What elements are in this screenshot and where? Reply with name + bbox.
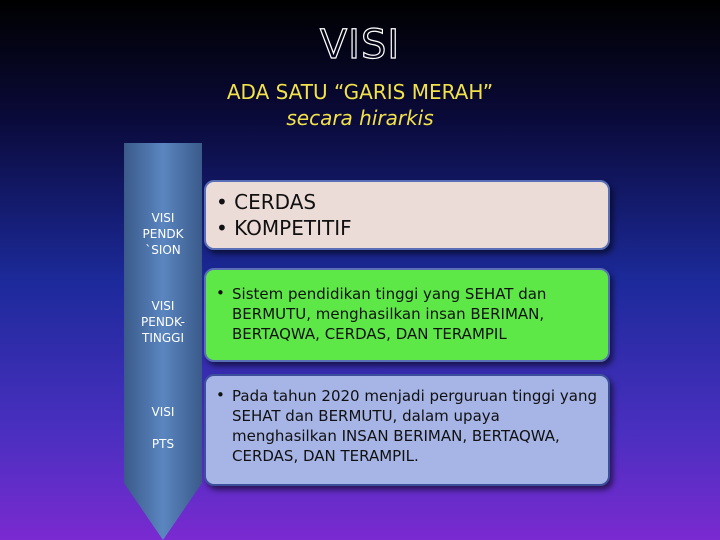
box3-text: Pada tahun 2020 menjadi perguruan tinggi yang SEHAT dan BERMUTU, dalam upaya menghasilkan INSAN BERIMAN, BERTAQWA, CERDAS, DAN TERAMPIL. [232,387,597,465]
box-visi-pendidikan-nasional [204,180,610,250]
box2-bullet: • [216,284,225,302]
box2-text: Sistem pendidikan tinggi yang SEHAT dan BERMUTU, menghasilkan insan BERIMAN, BERTAQWA, CERDAS, DAN TERAMPIL [232,285,547,343]
level-label-pendidikan-nasional: VISI PENDK `SION [142,211,184,257]
slide-title: VISI [319,22,401,68]
slide-subtitle-italic: secara hirarkis [286,106,434,130]
box-visi-pendidikan-tinggi [204,268,610,362]
box3-bullet: • [216,386,225,404]
box1-line-2: • KOMPETITIF [216,216,352,240]
level-label-pendidikan-tinggi: VISI PENDK- TINGGI [141,299,185,345]
box1-line-1: • CERDAS [216,190,317,214]
slide-subtitle: ADA SATU “GARIS MERAH” [226,80,494,104]
box-visi-pts [204,374,610,486]
level-label-pts: VISI PTS [151,405,175,451]
